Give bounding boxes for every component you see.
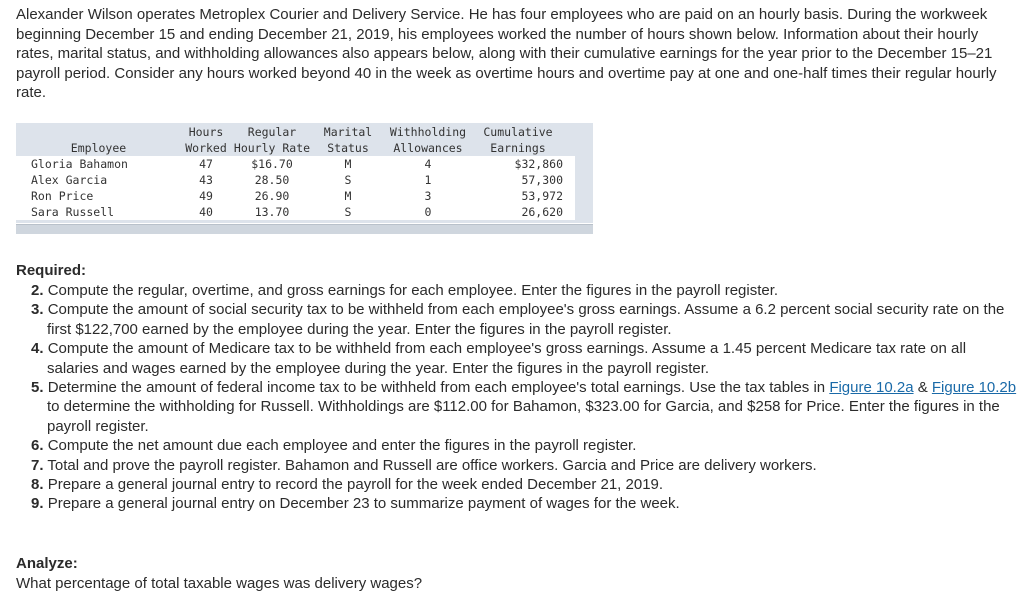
cell-hours: 43 <box>199 173 213 187</box>
header-employee-line1 <box>16 124 181 140</box>
header-status-line1: Marital <box>323 125 373 139</box>
item-number: 5. <box>31 379 44 397</box>
cell-earnings: $32,860 <box>514 157 563 171</box>
item-number: 9. <box>31 495 44 513</box>
cell-allowances: 3 <box>424 189 432 203</box>
cell-rate: 28.50 <box>254 173 290 187</box>
cell-allowances: 0 <box>424 205 432 219</box>
list-item <box>31 300 1021 339</box>
cell-status: S <box>344 173 352 187</box>
item-text: Compute the regular, overtime, and gross earnings for each employee. Enter the figures in the payroll register. <box>47 282 779 299</box>
list-item <box>31 281 1021 300</box>
cell-hours: 49 <box>199 189 213 203</box>
item-number: 7. <box>31 456 44 474</box>
header-earnings-line2: Earnings <box>490 141 546 155</box>
header-allowances-line1: Withholding <box>389 125 467 139</box>
cell-name: Alex Garcia <box>31 173 108 187</box>
list-item <box>31 475 1021 494</box>
list-item <box>31 339 1021 378</box>
item-text: Compute the net amount due each employee and enter the figures in the payroll register. <box>47 437 637 455</box>
required-heading: Required: <box>16 262 87 279</box>
table-bottom-bar <box>16 224 593 234</box>
list-item <box>31 494 1021 513</box>
table-row <box>16 172 575 188</box>
cell-earnings: 26,620 <box>521 205 563 219</box>
header-allowances-line2: Allowances <box>393 141 463 155</box>
cell-name: Gloria Bahamon <box>31 157 128 171</box>
item-number: 3. <box>31 301 44 319</box>
item-number: 8. <box>31 476 44 494</box>
item-text: Determine the amount of federal income tax to be withheld from each employee's total earnings. Use the tax tables in <box>47 379 830 397</box>
cell-status: M <box>344 157 352 171</box>
cell-allowances: 4 <box>424 157 432 171</box>
figure-10-2a-link[interactable]: Figure 10.2a <box>829 379 914 397</box>
cell-earnings: 53,972 <box>521 189 563 203</box>
cell-earnings: 57,300 <box>521 173 563 187</box>
cell-status: S <box>344 205 352 219</box>
item-text: Prepare a general journal entry on December 23 to summarize payment of wages for the week. <box>47 495 680 513</box>
intro-paragraph: Alexander Wilson operates Metroplex Courier and Delivery Service. He has four employees who are paid on an hourly basis. During the workweek beginning December 15 and ending December 21, 2019, his employees worked the number of hours shown below. Information about their hourly rates, marital status, and withholding allowances also appears below, along with their cumulative earnings for the year prior to the December 15–21 payroll period. Consider any hours worked beyond 40 in the week as overtime hours and overtime pay at one and one-half times their regular hourly rate. <box>16 6 997 102</box>
table-row <box>16 204 575 220</box>
cell-hours: 47 <box>199 157 213 171</box>
figure-10-2b-link[interactable]: Figure 10.2b <box>931 379 1017 397</box>
header-hours-line1: Hours <box>188 125 224 139</box>
header-status-line2: Status <box>327 141 369 155</box>
item-text: to determine the withholding for Russell. Withholdings are $112.00 for Bahamon, $323.00 for Garcia, and $258 for Price. Enter the figures in the payroll register. <box>47 398 1000 435</box>
item-text: Compute the amount of Medicare tax to be withheld from each employee's gross earnings. Assume a 1.45 percent Medicare tax rate on all salaries and wages earned by the employee during the year. Enter the figures in the payroll register. <box>47 340 967 377</box>
item-text: Prepare a general journal entry to record the payroll for the week ended December 21, 2019. <box>47 476 664 494</box>
employee-data-table <box>16 123 593 235</box>
header-rate-line2: Hourly Rate <box>233 141 311 155</box>
cell-name: Sara Russell <box>31 205 115 219</box>
item-number: 6. <box>31 437 44 455</box>
analyze-question: What percentage of total taxable wages was delivery wages? <box>16 575 423 592</box>
analyze-heading: Analyze: <box>16 555 78 572</box>
cell-rate: $16.70 <box>251 157 293 171</box>
item-text: Total and prove the payroll register. Bahamon and Russell are office workers. Garcia and Price are delivery workers. <box>47 456 817 474</box>
item-number: 2. <box>31 282 44 299</box>
cell-rate: 26.90 <box>254 189 290 203</box>
list-item <box>31 436 1021 455</box>
item-text: Compute the amount of social security tax to be withheld from each employee's gross earnings. Assume a 6.2 percent social security rate on the first $122,700 earned by the employee during the year. Enter the figures in the payroll register. <box>47 301 1005 338</box>
item-number: 4. <box>31 340 44 358</box>
cell-status: M <box>344 189 352 203</box>
header-earnings-line1: Cumulative <box>483 125 553 139</box>
list-item <box>31 378 1021 436</box>
header-hours-line2: Worked <box>185 141 227 155</box>
cell-allowances: 1 <box>424 173 432 187</box>
item-text: & <box>913 379 932 397</box>
required-list <box>31 281 1021 514</box>
table-row <box>16 188 575 204</box>
employee-table <box>16 124 575 220</box>
header-rate-line1: Regular <box>247 125 297 139</box>
table-row <box>16 156 575 172</box>
list-item <box>31 456 1021 475</box>
cell-name: Ron Price <box>31 189 94 203</box>
header-employee-line2: Employee <box>70 141 127 155</box>
cell-rate: 13.70 <box>254 205 290 219</box>
cell-hours: 40 <box>199 205 213 219</box>
